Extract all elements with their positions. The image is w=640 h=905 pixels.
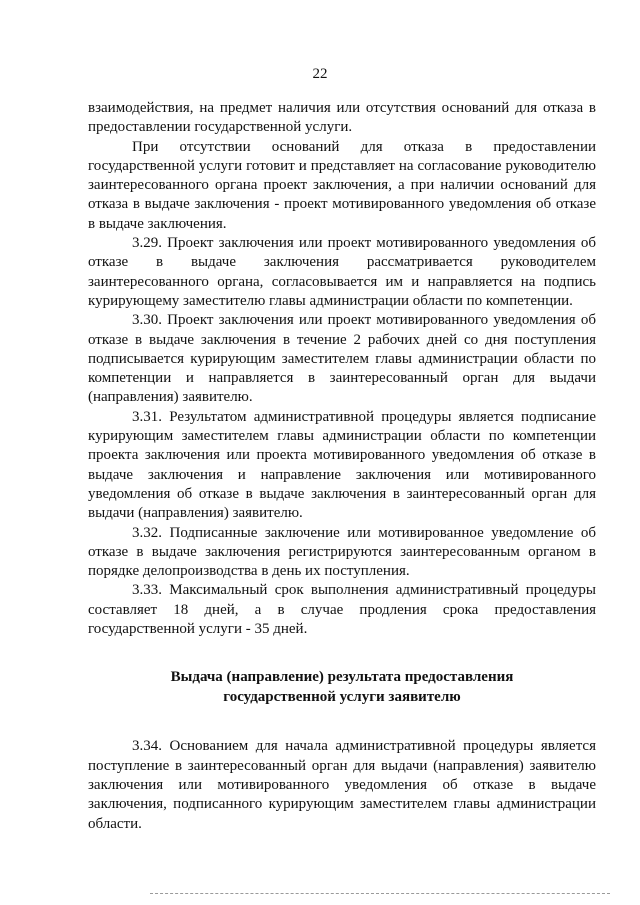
paragraph-3-30: 3.30. Проект заключения или проект мотивированного уведомления об отказе в выдаче заключения в течение 2 рабочих дней со дня поступления подписывается курирующим заместителем главы администрации области по компетенции и направляется в заинтересованный орган для выдачи (направления) заявителю. — [88, 312, 596, 406]
paragraph-3-31: 3.31. Результатом административной процедуры является подписание курирующим заместителем главы администрации области по компетенции проекта заключения или проекта мотивированного уведомления об отказе в выдаче заключения и направление заключения или мотивированного уведомления об отказе в выдаче заключения в заинтересованный орган для выдачи (направления) заявителю. — [88, 408, 596, 522]
scan-edge-divider — [150, 893, 610, 894]
paragraph-continuation: взаимодействия, на предмет наличия или отсутствия оснований для отказа в предоставлении государственной услуги. — [88, 100, 596, 136]
paragraph-3-32: 3.32. Подписанные заключение или мотивированное уведомление об отказе в выдаче заключения регистрируются заинтересованным органом в порядке делопроизводства в день их поступления. — [88, 524, 596, 580]
paragraph-3-34: 3.34. Основанием для начала административной процедуры является поступление в заинтересованный орган для выдачи (направления) заявителю заключения или мотивированного уведомления об отказе в выдаче заключения, подписанного курирующим заместителем главы администрации области. — [88, 738, 596, 832]
section-heading: Выдача (направление) результата предоставления государственной услуги заявителю — [170, 669, 514, 706]
paragraph: При отсутствии оснований для отказа в предоставлении государственной услуги готовит и представляет на согласование руководителю заинтересованного органа проект заключения, а при наличии оснований для отказа в выдаче заключения - проект мотивированного уведомления об отказе в выдаче заключения. — [88, 138, 596, 232]
page-number: 22 — [312, 66, 328, 82]
paragraph-3-29: 3.29. Проект заключения или проект мотивированного уведомления об отказе в выдаче заключения рассматривается руководителем заинтересованного органа, согласовывается им и направляется на подпись курирующему заместителю главы администрации области по компетенции. — [88, 235, 596, 309]
paragraph-3-33: 3.33. Максимальный срок выполнения административный процедуры составляет 18 дней, а в случае продления срока предоставления государственной услуги - 35 дней. — [88, 582, 596, 638]
document-body — [88, 99, 596, 834]
